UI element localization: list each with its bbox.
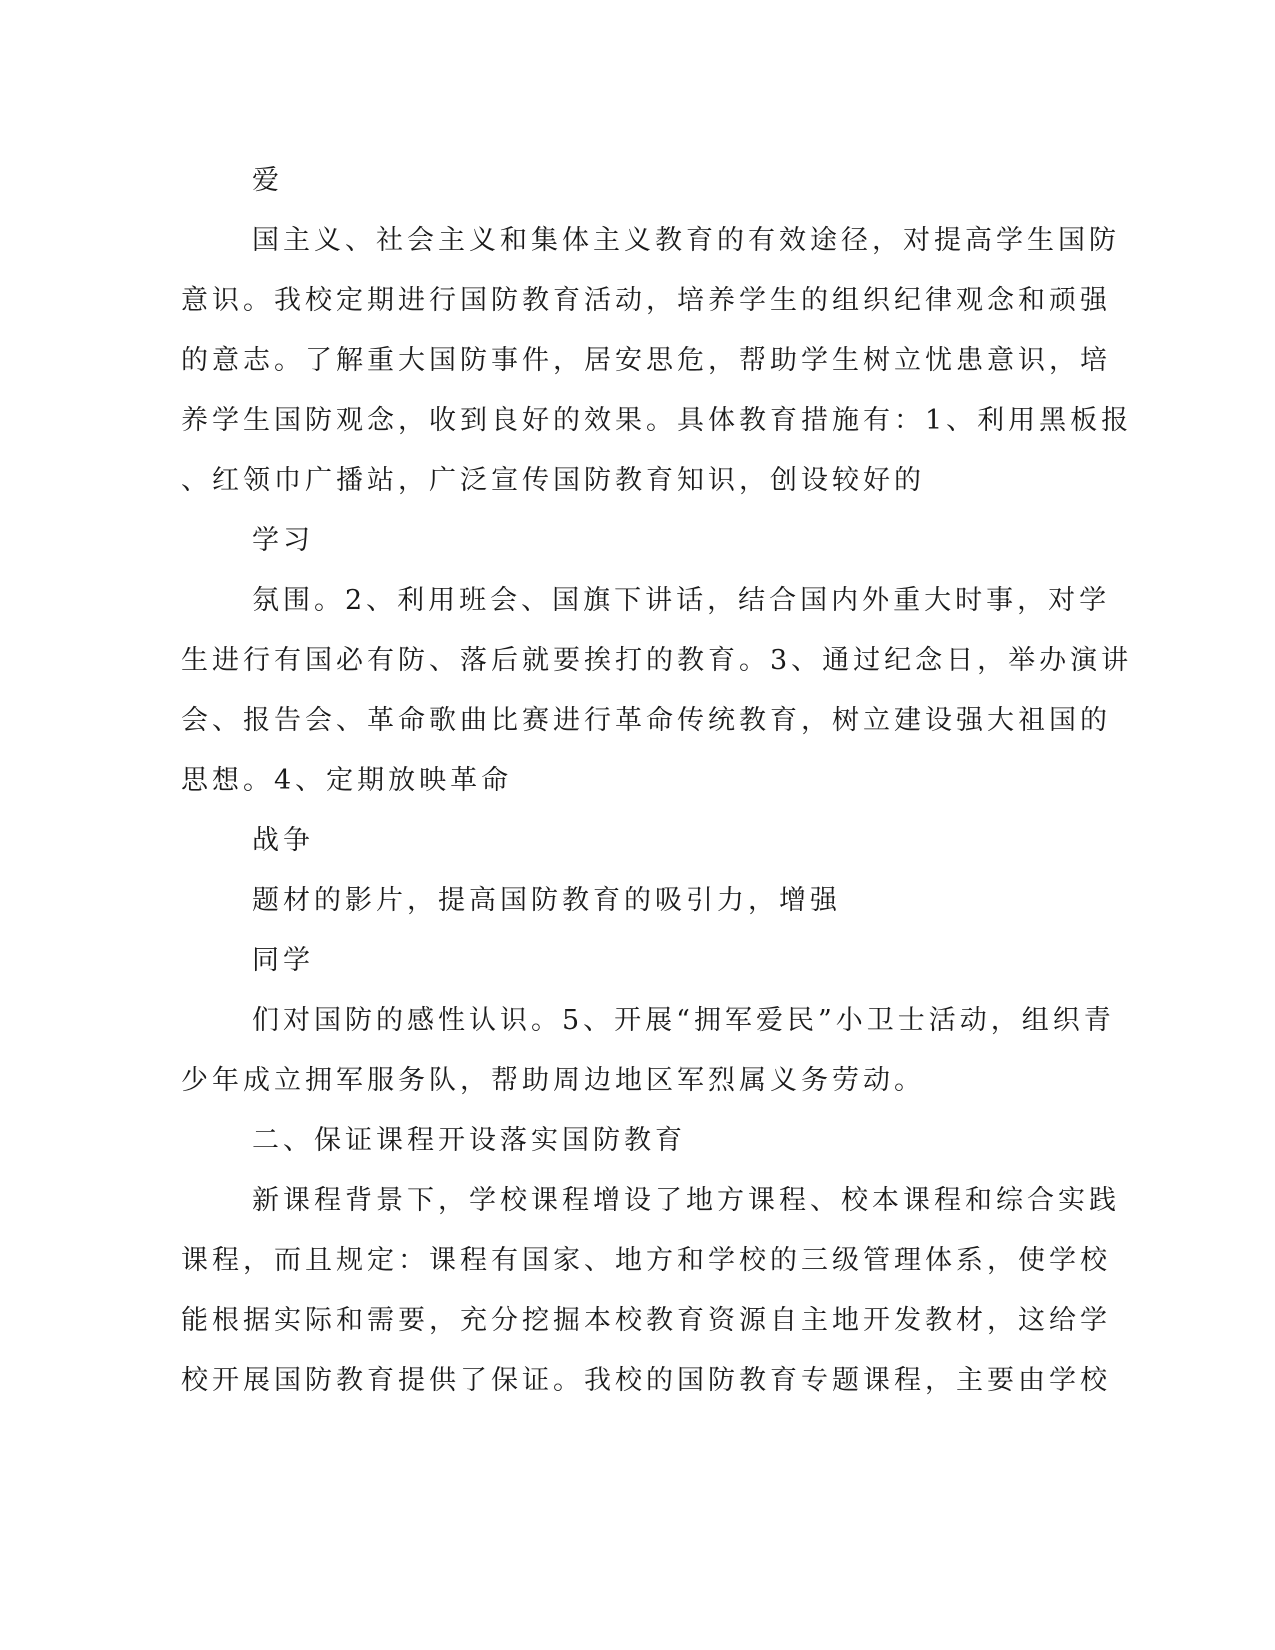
text-line: 校开展国防教育提供了保证。我校的国防教育专题课程，主要由学校 <box>181 1365 1111 1396</box>
text-line: 爱 <box>252 165 283 196</box>
text-line: 战争 <box>252 825 314 856</box>
section-heading: 二、保证课程开设落实国防教育 <box>252 1125 686 1156</box>
paragraph-start-line: 新课程背景下，学校课程增设了地方课程、校本课程和综合实践 <box>252 1185 1120 1216</box>
text-line: 生进行有国必有防、落后就要挨打的教育。3、通过纪念日，举办演讲 <box>181 645 1133 676</box>
text-line: 养学生国防观念，收到良好的效果。具体教育措施有：1、利用黑板报 <box>181 405 1133 436</box>
text-line: 同学 <box>252 945 314 976</box>
text-line: 思想。4、定期放映革命 <box>181 765 513 796</box>
text-line: 课程，而且规定：课程有国家、地方和学校的三级管理体系，使学校 <box>181 1245 1111 1276</box>
text-line: 少年成立拥军服务队，帮助周边地区军烈属义务劳动。 <box>181 1065 925 1096</box>
text-line: 题材的影片，提高国防教育的吸引力，增强 <box>252 885 841 916</box>
paragraph-start-line: 国主义、社会主义和集体主义教育的有效途径，对提高学生国防 <box>252 225 1120 256</box>
text-line: 、红领巾广播站，广泛宣传国防教育知识，创设较好的 <box>181 465 925 496</box>
text-line: 会、报告会、革命歌曲比赛进行革命传统教育，树立建设强大祖国的 <box>181 705 1111 736</box>
text-line: 意识。我校定期进行国防教育活动，培养学生的组织纪律观念和顽强 <box>181 285 1111 316</box>
text-line: 的意志。了解重大国防事件，居安思危，帮助学生树立忧患意识，培 <box>181 345 1111 376</box>
text-line: 学习 <box>252 525 314 556</box>
body-text <box>181 158 1133 1418</box>
text-line: 能根据实际和需要，充分挖掘本校教育资源自主地开发教材，这给学 <box>181 1305 1111 1336</box>
paragraph-start-line: 氛围。2、利用班会、国旗下讲话，结合国内外重大时事，对学 <box>252 585 1111 616</box>
paragraph-start-line: 们对国防的感性认识。5、开展“拥军爱民”小卫士活动，组织青 <box>252 1005 1115 1036</box>
